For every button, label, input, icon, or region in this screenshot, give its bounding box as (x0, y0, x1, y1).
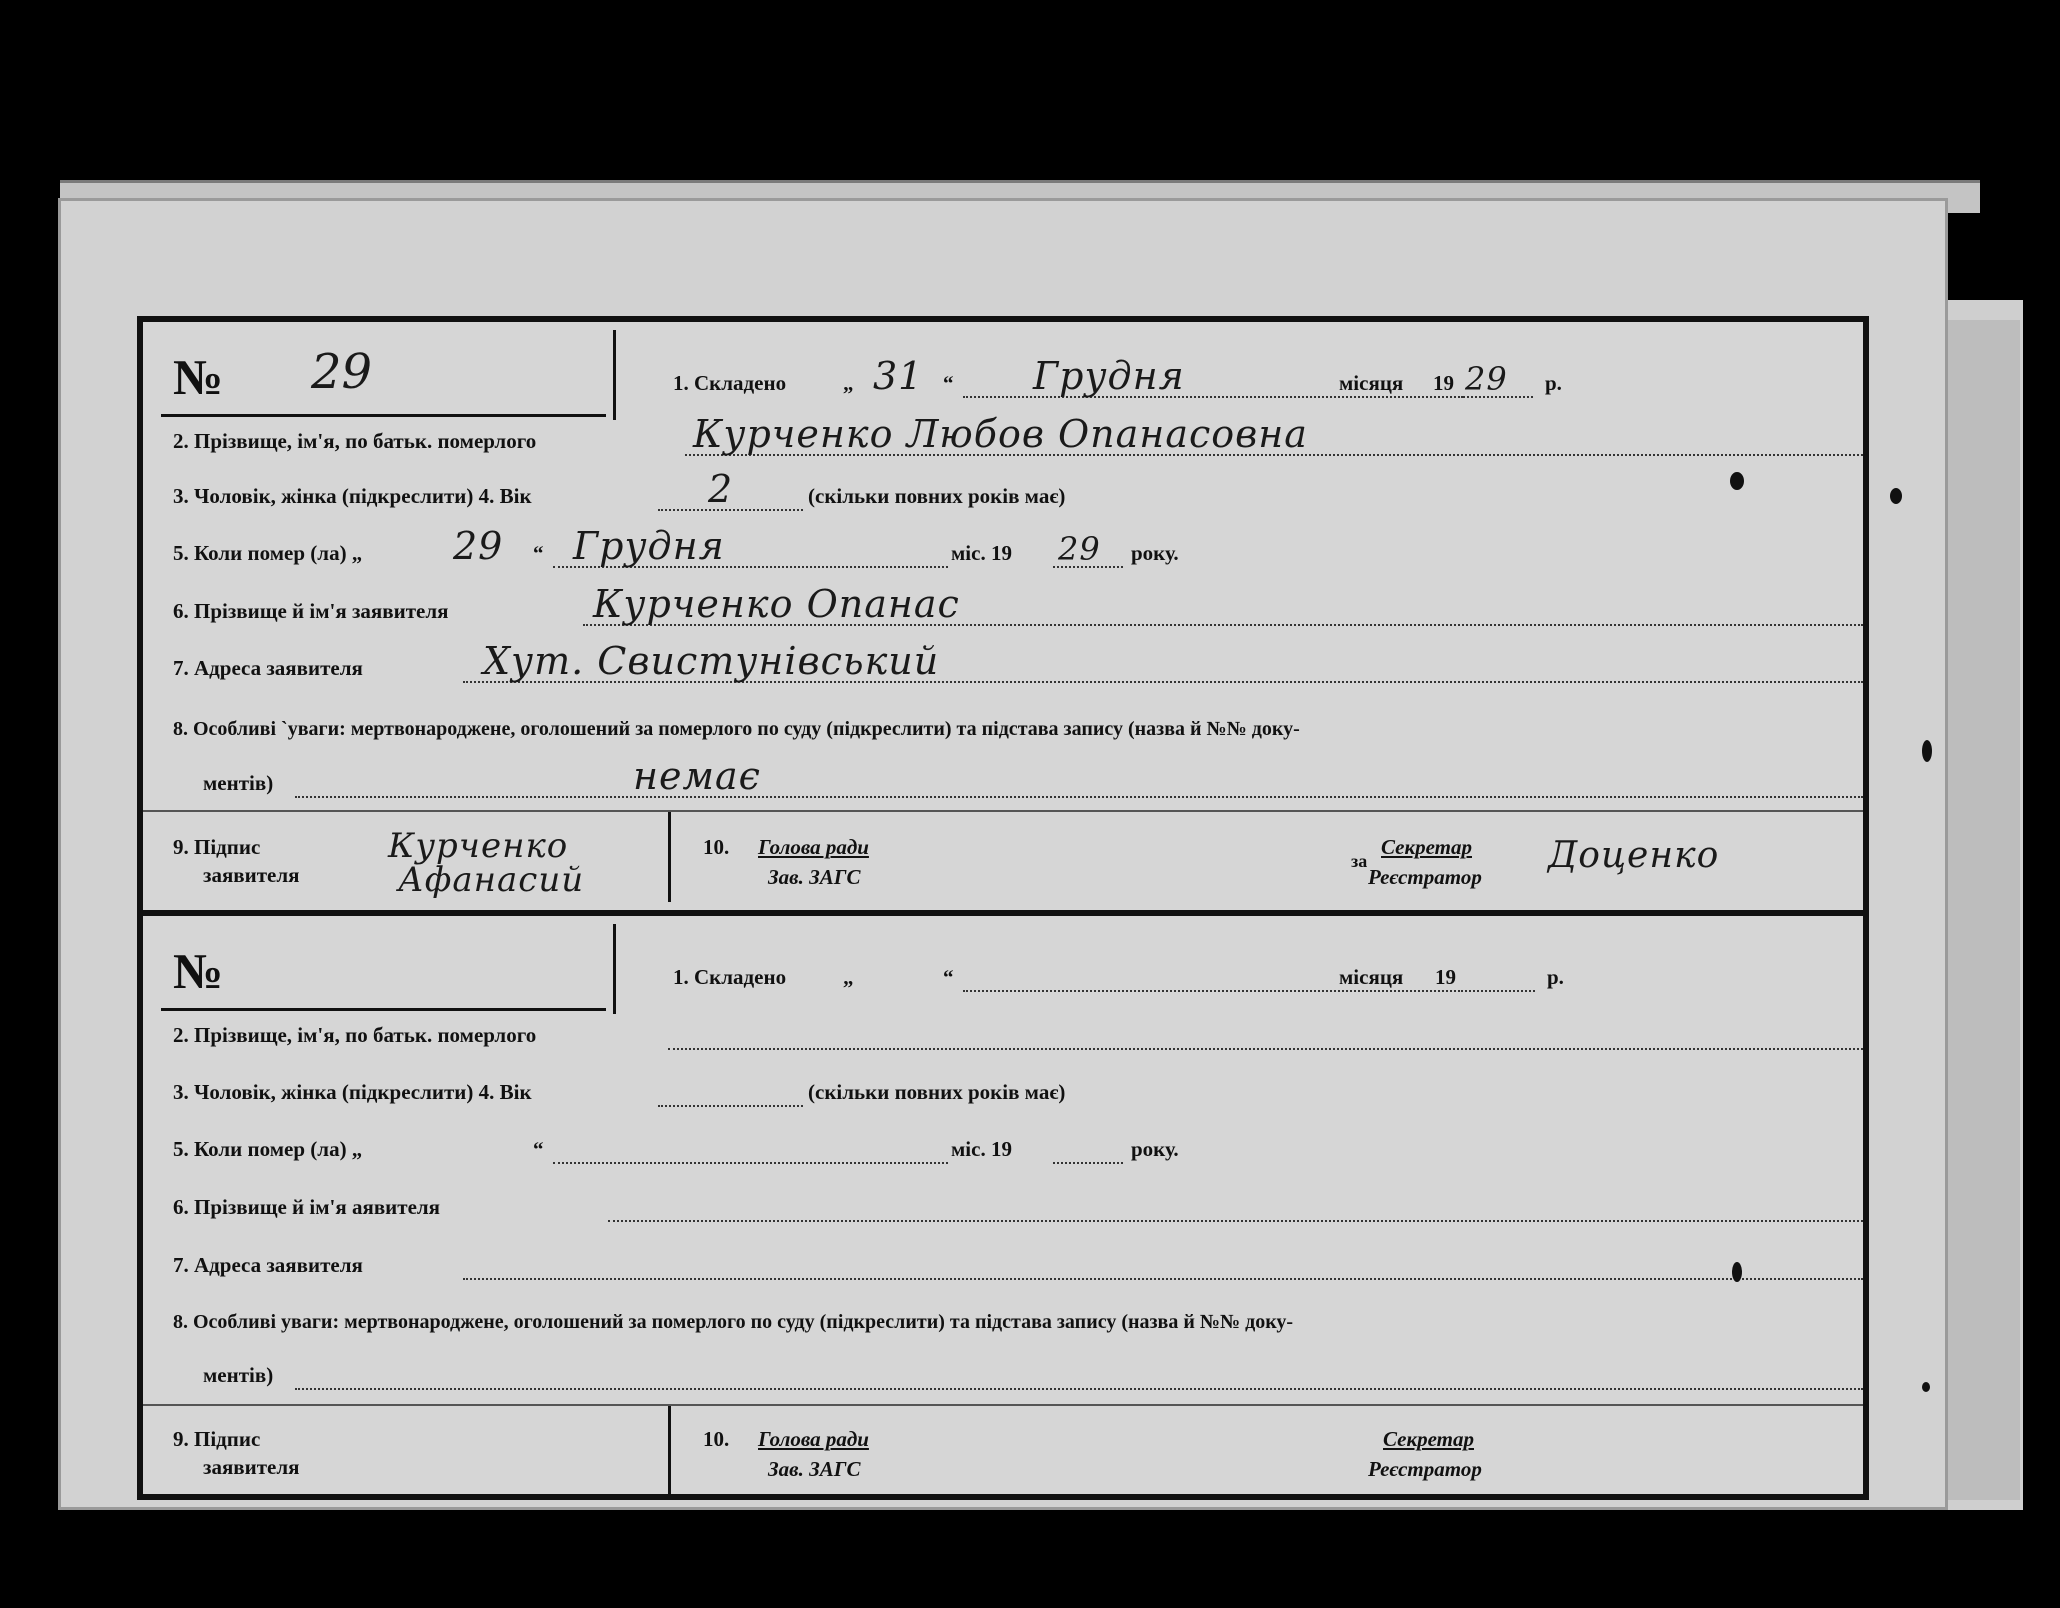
head-label: Голова ради (758, 1427, 869, 1451)
death-month-label: міс. 19 (951, 1137, 1012, 1161)
deceased-name-line (668, 1048, 1863, 1050)
zags-label: Зав. ЗАГС (768, 865, 861, 889)
row-documents (173, 1354, 1863, 1394)
death-year-line (1053, 1162, 1123, 1164)
quote-close: “ (533, 541, 544, 565)
compiled-month: Грудня (1033, 354, 1185, 398)
death-year-label: року. (1131, 541, 1179, 565)
special-notes-label: 8. Особливі `уваги: мертвонароджене, оголошений за померлого по суду (підкреслити) та підстава запису (назва й №№ доку- (173, 718, 1300, 740)
secretary-label: Секретар (1381, 835, 1472, 859)
record-number: 29 (311, 344, 373, 400)
applicant-address: Хут. Свистунівський (483, 639, 940, 683)
applicant-address-label: 7. Адреса заявителя (173, 656, 363, 680)
scan-dust (1890, 488, 1902, 504)
death-date-label: 5. Коли помер (ла) „ (173, 1137, 363, 1161)
row-compiled-date (173, 354, 1863, 402)
deceased-name-label: 2. Прізвище, ім'я, по батьк. померлого (173, 429, 537, 453)
death-month: Грудня (573, 524, 725, 568)
row-compiled-date (173, 956, 1863, 996)
row-signatures (173, 822, 1863, 902)
row-death-date (173, 1128, 1863, 1168)
row-deceased-name (173, 412, 1863, 460)
signature-label-1: 9. Підпис (173, 1427, 261, 1451)
age-suffix: (скільки повних років має) (808, 484, 1066, 508)
quote-close: “ (533, 1137, 544, 1161)
secretary-label: Секретар (1383, 1427, 1474, 1451)
row-applicant-name (173, 582, 1863, 630)
row-special-notes (173, 1300, 1863, 1340)
quote-close: “ (943, 965, 954, 989)
death-day: 29 (453, 524, 504, 568)
applicant-name-label: 6. Прізвище й ім'я заявителя (173, 599, 449, 623)
documents-value: немає (633, 754, 761, 798)
quote-close: “ (943, 371, 954, 395)
record-1 (143, 322, 1863, 902)
number-sign: № (173, 349, 224, 405)
head-number: 10. (703, 1427, 730, 1451)
secretary-prefix: за (1351, 851, 1368, 871)
signature-separator (143, 810, 1863, 812)
row-special-notes (173, 707, 1863, 747)
applicant-signature-1: Курченко (388, 826, 569, 866)
scan-dust (1730, 472, 1744, 490)
registrar-label: Реєстратор (1368, 865, 1482, 889)
death-record-form (137, 316, 1869, 1500)
documents-line (295, 1388, 1863, 1390)
year-prefix: 19 (1435, 965, 1456, 989)
head-label: Голова ради (758, 835, 869, 859)
row-applicant-address (173, 1244, 1863, 1284)
number-sign: № (173, 943, 224, 999)
year-prefix: 19 (1433, 371, 1454, 395)
documents-label: ментів) (203, 771, 274, 795)
row-sex-age (173, 467, 1863, 515)
month-label: місяця (1339, 371, 1404, 395)
compiled-year: 29 (1465, 360, 1508, 398)
compiled-label: 1. Складено (673, 965, 787, 989)
zags-label: Зав. ЗАГС (768, 1457, 861, 1481)
row-death-date (173, 524, 1863, 572)
year-line (1465, 990, 1535, 992)
documents-label: ментів) (203, 1363, 274, 1387)
month-line (963, 990, 1463, 992)
row-signatures (173, 1414, 1863, 1494)
scan-dust (1732, 1262, 1742, 1282)
applicant-address-label: 7. Адреса заявителя (173, 1253, 363, 1277)
age-line (658, 1105, 803, 1107)
applicant-name-label: 6. Прізвище й ім'я аявителя (173, 1195, 441, 1219)
record-2 (143, 910, 1863, 1500)
compiled-label: 1. Складено (673, 371, 787, 395)
signature-label-2: заявителя (203, 1455, 300, 1479)
secretary-signature: Доценко (1548, 835, 1720, 876)
scan-dust (1922, 740, 1932, 762)
row-applicant-address (173, 639, 1863, 687)
underlying-card-edge (1940, 320, 2020, 1500)
compiled-day: 31 (873, 354, 924, 398)
row-sex-age (173, 1071, 1863, 1111)
head-number: 10. (703, 835, 730, 859)
sex-age-label: 3. Чоловік, жінка (підкреслити) 4. Вік (173, 1080, 532, 1104)
death-month-label: міс. 19 (951, 541, 1012, 565)
sex-age-label: 3. Чоловік, жінка (підкреслити) 4. Вік (173, 484, 532, 508)
quote-open: „ (843, 965, 854, 989)
scan-dust (1922, 1382, 1930, 1392)
registrar-label: Реєстратор (1368, 1457, 1482, 1481)
documents-line (295, 796, 1863, 798)
signature-label-2: заявителя (203, 863, 300, 887)
death-month-line (553, 1162, 948, 1164)
month-label: місяця (1339, 965, 1404, 989)
applicant-signature-2: Афанасий (398, 860, 585, 900)
row-applicant-name (173, 1186, 1863, 1226)
age-value: 2 (708, 467, 734, 511)
deceased-name-label: 2. Прізвище, ім'я, по батьк. померлого (173, 1023, 537, 1047)
death-date-label: 5. Коли помер (ла) „ (173, 541, 363, 565)
deceased-name: Курченко Любов Опанасовна (693, 412, 1308, 456)
quote-open: „ (843, 371, 854, 395)
applicant-name-line (608, 1220, 1863, 1222)
signature-separator (143, 1404, 1863, 1406)
row-deceased-name (173, 1014, 1863, 1054)
special-notes-label: 8. Особливі уваги: мертвонароджене, оголошений за померлого по суду (підкреслити) та підстава запису (назва й №№ доку- (173, 1311, 1294, 1333)
death-year-label: року. (1131, 1137, 1179, 1161)
signature-label-1: 9. Підпис (173, 835, 261, 859)
applicant-address-line (463, 1278, 1863, 1280)
age-suffix: (скільки повних років має) (808, 1080, 1066, 1104)
year-label: р. (1545, 371, 1562, 395)
death-year: 29 (1058, 530, 1101, 568)
applicant-name: Курченко Опанас (593, 582, 960, 626)
year-label: р. (1547, 965, 1564, 989)
row-documents (173, 754, 1863, 802)
